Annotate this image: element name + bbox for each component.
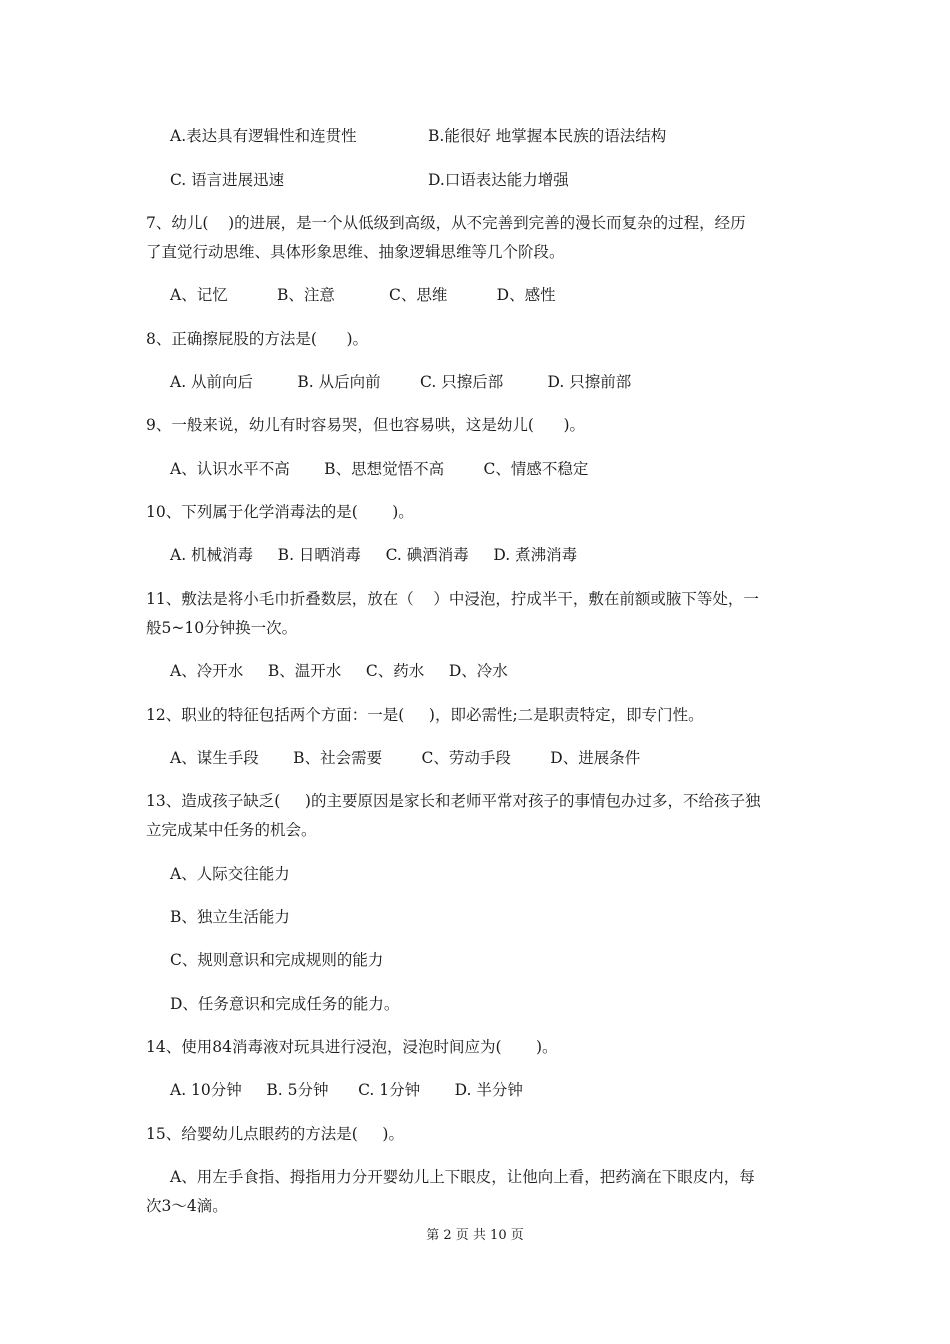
options-8: A. 从前向后 B. 从后向前 C. 只擦后部 D. 只擦前部 — [170, 373, 632, 391]
options-12: A、谋生手段 B、社会需要 C、劳动手段 D、进展条件 — [170, 749, 641, 767]
options-11: A、冷开水 B、温开水 C、药水 D、冷水 — [170, 662, 508, 680]
options-7: A、记忆 B、注意 C、思维 D、感性 — [170, 286, 556, 304]
question-8: 8、正确擦屁股的方法是( )。 — [146, 330, 369, 348]
question-12: 12、职业的特征包括两个方面：一是( )，即必需性;二是职责特定，即专门性。 — [146, 706, 704, 724]
option-6a: A.表达具有逻辑性和连贯性 — [170, 127, 357, 145]
options-9: A、认识水平不高 B、思想觉悟不高 C、情感不稳定 — [170, 460, 589, 478]
option-6b: B.能很好 地掌握本民族的语法结构 — [428, 127, 667, 145]
option-13a: A、人际交往能力 — [170, 865, 290, 883]
question-10: 10、下列属于化学消毒法的是( )。 — [146, 503, 414, 521]
question-11-line-1: 11、敷法是将小毛巾折叠数层，放在（ ）中浸泡，拧成半干，敷在前额或腋下等处，一 — [146, 590, 759, 608]
option-13b: B、独立生活能力 — [170, 908, 290, 926]
option-15a-line-1: A、用左手食指、拇指用力分开婴幼儿上下眼皮，让他向上看，把药滴在下眼皮内，每 — [170, 1168, 755, 1186]
option-13d: D、任务意识和完成任务的能力。 — [170, 995, 400, 1013]
question-9: 9、一般来说，幼儿有时容易哭，但也容易哄，这是幼儿( )。 — [146, 416, 586, 434]
options-10: A. 机械消毒 B. 日晒消毒 C. 碘酒消毒 D. 煮沸消毒 — [170, 546, 578, 564]
option-15a-line-2: 次3～4滴。 — [146, 1197, 228, 1215]
question-7-line-1: 7、幼儿( )的进展，是一个从低级到高级，从不完善到完善的漫长而复杂的过程，经历 — [146, 214, 746, 232]
question-15: 15、给婴幼儿点眼药的方法是( )。 — [146, 1125, 404, 1143]
question-13-line-2: 立完成某中任务的机会。 — [146, 821, 317, 839]
option-6d: D.口语表达能力增强 — [428, 171, 569, 189]
question-7-line-2: 了直觉行动思维、具体形象思维、抽象逻辑思维等几个阶段。 — [146, 243, 565, 261]
question-13-line-1: 13、造成孩子缺乏( )的主要原因是家长和老师平常对孩子的事情包办过多，不给孩子独 — [146, 792, 761, 810]
question-11-line-2: 般5~10分钟换一次。 — [146, 619, 298, 637]
page-footer: 第 2 页 共 10 页 — [426, 1228, 524, 1243]
question-14: 14、使用84消毒液对玩具进行浸泡，浸泡时间应为( )。 — [146, 1038, 558, 1056]
options-14: A. 10分钟 B. 5分钟 C. 1分钟 D. 半分钟 — [170, 1081, 523, 1099]
option-13c: C、规则意识和完成规则的能力 — [170, 951, 384, 969]
option-6c: C. 语言进展迅速 — [170, 171, 285, 189]
